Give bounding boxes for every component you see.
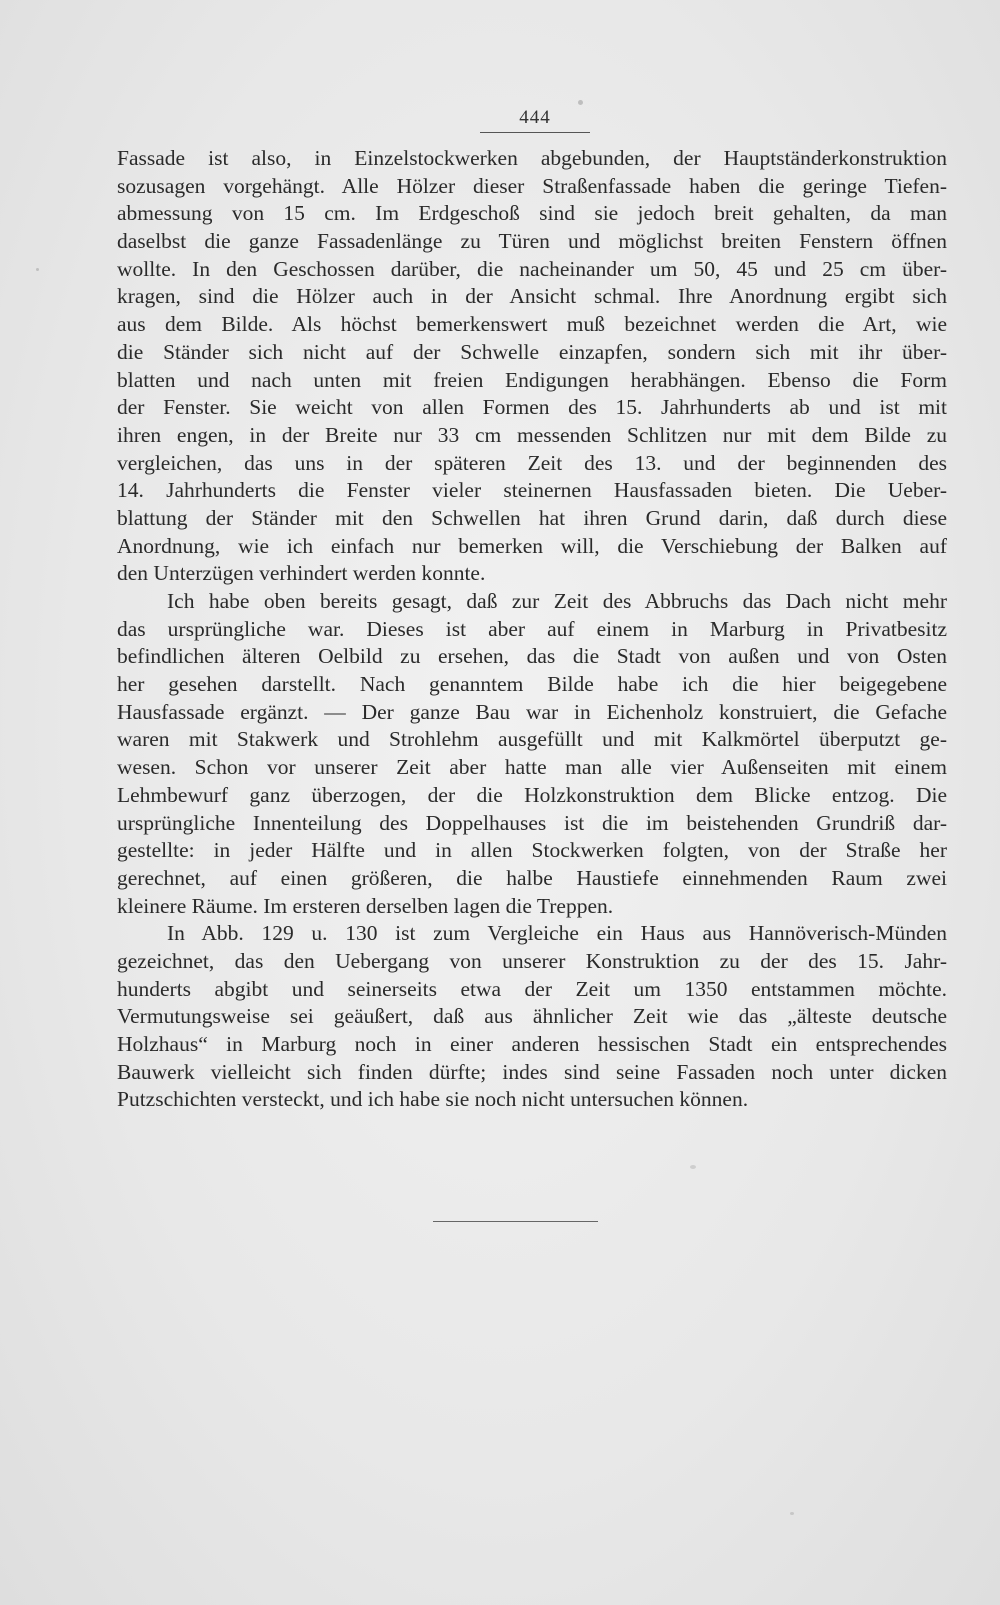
text-line: Lehmbewurf ganz überzogen, der die Holzkonstruktion dem Blicke entzog. Die: [117, 782, 947, 807]
text-line: her gesehen darstellt. Nach genanntem Bilde habe ich die hier beigegebene: [117, 672, 947, 697]
text-line: abmessung von 15 cm. Im Erdgeschoß sind sie jedoch breit gehalten, da man: [117, 201, 947, 226]
paragraph: [117, 145, 947, 588]
text-line: die Ständer sich nicht auf der Schwelle einzapfen, sondern sich mit ihr über-: [117, 339, 947, 364]
text-line: Holzhaus“ in Marburg noch in einer anderen hessischen Stadt ein entsprechendes: [117, 1032, 947, 1056]
page-number-rule: [480, 132, 590, 133]
text-line: Hausfassade ergänzt. — Der ganze Bau war in Eichenholz konstruiert, die Gefache: [117, 699, 947, 724]
text-line: Bauwerk vielleicht sich finden dürfte; indes sind seine Fassaden noch unter dicken: [117, 1059, 947, 1084]
text-line: wollte. In den Geschossen darüber, die nacheinander um 50, 45 und 25 cm über-: [117, 256, 947, 281]
text-line: blatten und nach unten mit freien Endigungen herabhängen. Ebenso die Form: [117, 367, 947, 392]
text-line: In Abb. 129 u. 130 ist zum Vergleiche ein Haus aus Hannöverisch-Münden: [167, 921, 947, 946]
text-line: ursprüngliche Innenteilung des Doppelhauses ist die im beistehenden Grundriß dar-: [117, 810, 947, 835]
text-line: kragen, sind die Hölzer auch in der Ansicht schmal. Ihre Anordnung ergibt sich: [117, 284, 947, 309]
paragraph: [117, 920, 947, 1114]
text-line: Putzschichten versteckt, und ich habe sie noch nicht untersuchen können.: [117, 1087, 749, 1112]
text-line: gestellte: in jeder Hälfte und in allen Stockwerken folgten, von der Straße her: [117, 838, 947, 863]
text-line: Ich habe oben bereits gesagt, daß zur Zeit des Abbruchs das Dach nicht mehr: [167, 589, 947, 613]
text-line: waren mit Stakwerk und Strohlehm ausgefüllt und mit Kalkmörtel überputzt ge-: [117, 727, 947, 752]
closing-rule: [433, 1221, 598, 1222]
scan-speck: [36, 268, 39, 271]
text-line: kleinere Räume. Im ersteren derselben lagen die Treppen.: [117, 893, 614, 918]
text-line: Anordnung, wie ich einfach nur bemerken will, die Verschiebung der Balken auf: [117, 533, 947, 558]
text-line: den Unterzügen verhindert werden konnte.: [117, 561, 486, 586]
text-line: befindlichen älteren Oelbild zu ersehen, das die Stadt von außen und von Osten: [117, 644, 947, 669]
text-line: sozusagen vorgehängt. Alle Hölzer dieser Straßenfassade haben die geringe Tiefen-: [117, 173, 947, 198]
text-line: gerechnet, auf einen größeren, die halbe Haustiefe einnehmenden Raum zwei: [117, 865, 947, 890]
text-line: der Fenster. Sie weicht von allen Formen des 15. Jahrhunderts ab und ist mit: [117, 395, 947, 420]
text-line: 14. Jahrhunderts die Fenster vieler steinernen Hausfassaden bieten. Die Ueber-: [117, 478, 947, 503]
text-line: Fassade ist also, in Einzelstockwerken abgebunden, der Hauptständerkonstruktion: [117, 146, 947, 170]
text-line: ihren engen, in der Breite nur 33 cm messenden Schlitzen nur mit dem Bilde zu: [117, 422, 947, 447]
scan-speck: [578, 100, 583, 105]
text-line: aus dem Bilde. Als höchst bemerkenswert muß bezeichnet werden die Art, wie: [117, 312, 947, 337]
text-line: Vermutungsweise sei geäußert, daß aus ähnlicher Zeit wie das „älteste deutsche: [117, 1004, 947, 1029]
text-line: das ursprüngliche war. Dieses ist aber auf einem in Marburg in Privatbesitz: [117, 616, 947, 641]
text-line: gezeichnet, das den Uebergang von unserer Konstruktion zu der des 15. Jahr-: [117, 948, 947, 973]
text-line: blattung der Ständer mit den Schwellen hat ihren Grund darin, daß durch diese: [117, 505, 947, 530]
text-line: hunderts abgibt und seinerseits etwa der Zeit um 1350 entstammen möchte.: [117, 976, 947, 1001]
page-number: 444: [519, 107, 551, 128]
text-line: daselbst die ganze Fassadenlänge zu Türen und möglichst breiten Fenstern öffnen: [117, 229, 947, 254]
text-line: wesen. Schon vor unserer Zeit aber hatte man alle vier Außenseiten mit einem: [117, 755, 947, 780]
body-text: [117, 145, 947, 1114]
scan-speck: [690, 1165, 696, 1169]
scan-speck: [790, 1512, 794, 1515]
text-line: vergleichen, das uns in der späteren Zeit des 13. und der beginnenden des: [117, 450, 947, 475]
paragraph: [117, 588, 947, 920]
